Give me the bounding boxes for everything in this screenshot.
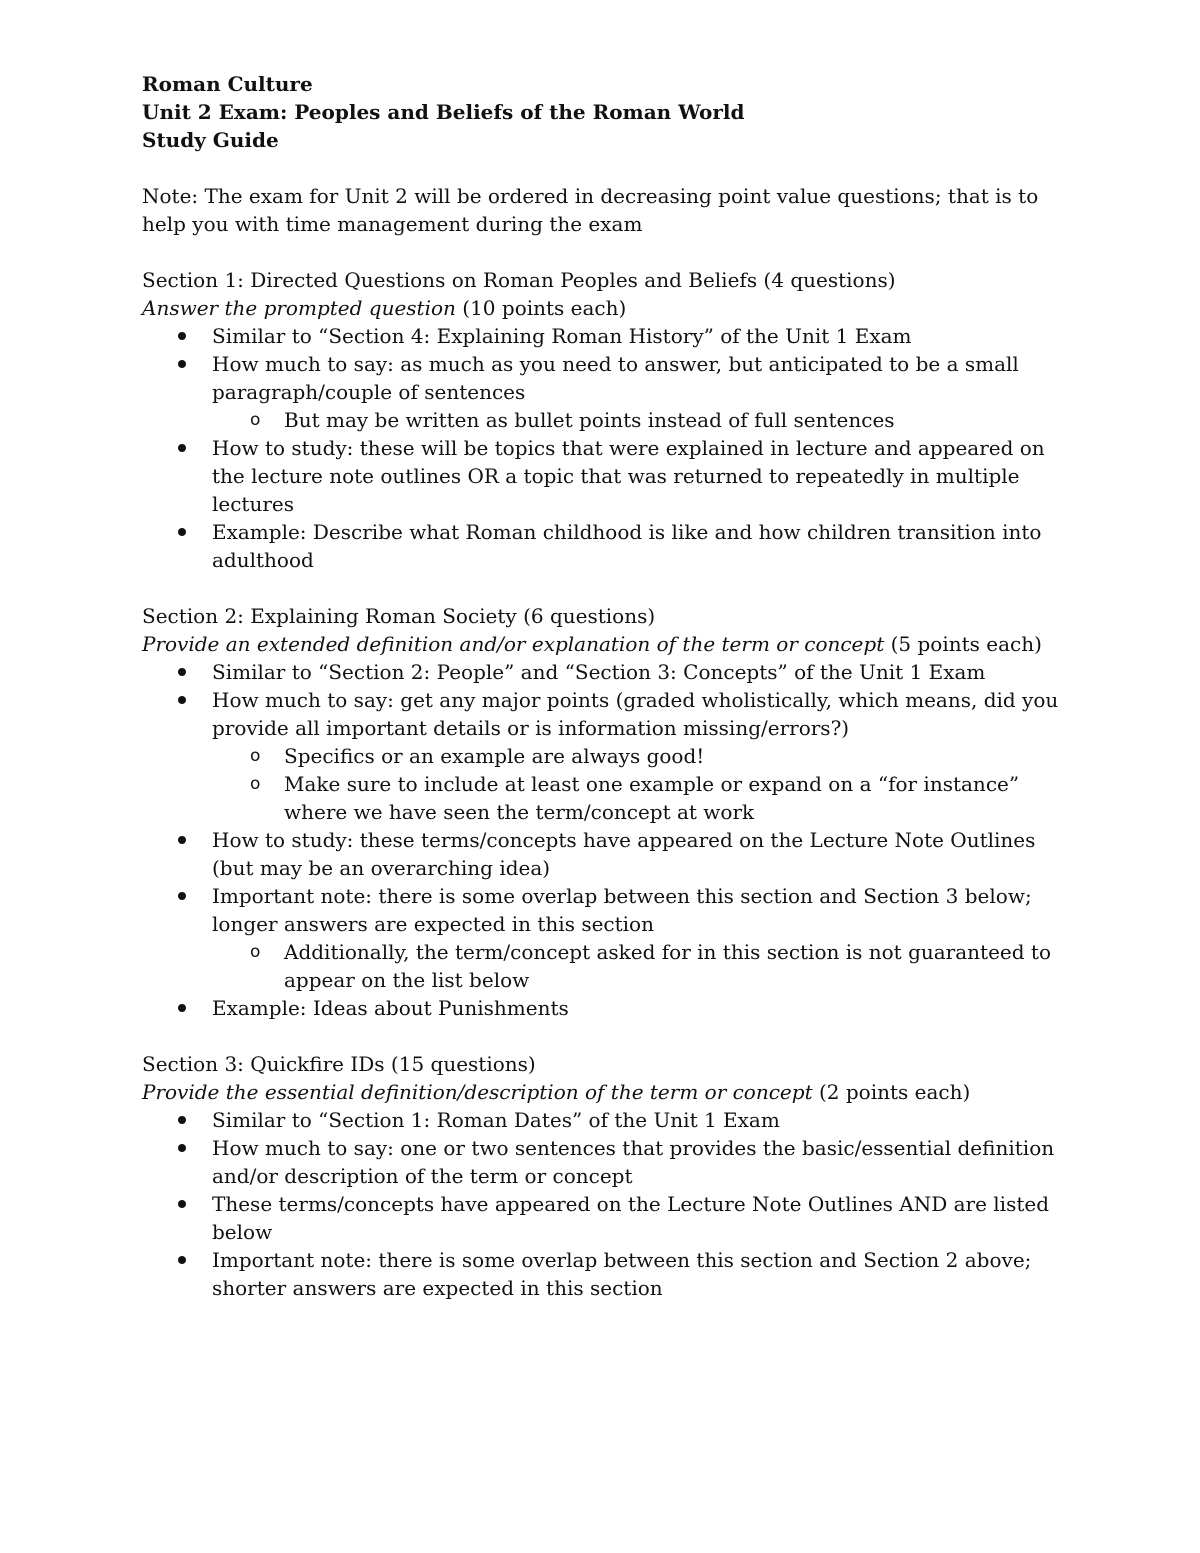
- exam-note: Note: The exam for Unit 2 will be ordered in decreasing point value questions; that is to help you with time management during the exam: [142, 184, 1039, 236]
- sub-bullet-item: o Specifics or an example are always good!: [284, 742, 1072, 770]
- sub-bullet-list: [212, 938, 1072, 994]
- spacer: [142, 154, 1072, 182]
- bullet-item: [212, 1134, 1072, 1190]
- bullet-item: [212, 1190, 1072, 1246]
- section-heading: Section 1: Directed Questions on Roman Peoples and Beliefs (4 questions): [142, 268, 896, 292]
- bullet-item: [212, 434, 1072, 518]
- exam-title: Unit 2 Exam: Peoples and Beliefs of the Roman World: [142, 100, 745, 124]
- section-instruction: [142, 630, 1072, 658]
- bullet-text: Similar to “Section 2: People” and “Section 3: Concepts” of the Unit 1 Exam: [212, 660, 986, 684]
- bullet-item: [212, 322, 1072, 350]
- sub-bullet-item: o But may be written as bullet points instead of full sentences: [284, 406, 1072, 434]
- bullet-text: How much to say: get any major points (graded wholistically, which means, did you provide all important details or is information missing/errors?): [212, 688, 1059, 740]
- section-instruction: [142, 294, 1072, 322]
- instruction-points: (2 points each): [812, 1080, 971, 1104]
- instruction-text: Provide an extended definition and/or explanation of the term or concept: [142, 632, 885, 656]
- sub-bullet-list: [212, 406, 1072, 434]
- bullet-item: [212, 686, 1072, 826]
- bullet-text: How to study: these will be topics that were explained in lecture and appeared on the lecture note outlines OR a topic that was returned to repeatedly in multiple lectures: [212, 436, 1045, 516]
- section-1: [142, 266, 1072, 574]
- bullet-list: [142, 658, 1072, 1022]
- bullet-text: Important note: there is some overlap between this section and Section 2 above; shorter answers are expected in this section: [212, 1248, 1032, 1300]
- bullet-item: [212, 658, 1072, 686]
- spacer: [142, 574, 1072, 602]
- bullet-list: [142, 322, 1072, 574]
- section-heading: Section 3: Quickfire IDs (15 questions): [142, 1052, 536, 1076]
- section-heading: Section 2: Explaining Roman Society (6 questions): [142, 604, 656, 628]
- sub-bullet-item: o Additionally, the term/concept asked for in this section is not guaranteed to appear on the list below: [284, 938, 1072, 994]
- document-page: [142, 70, 1072, 1302]
- section-2: [142, 602, 1072, 1022]
- bullet-item: [212, 350, 1072, 434]
- instruction-points: (5 points each): [884, 632, 1042, 656]
- course-title: Roman Culture: [142, 72, 313, 96]
- bullet-text: Example: Ideas about Punishments: [212, 996, 569, 1020]
- bullet-text: Important note: there is some overlap between this section and Section 3 below; longer answers are expected in this section: [212, 884, 1032, 936]
- bullet-text: How to study: these terms/concepts have appeared on the Lecture Note Outlines (but may be an overarching idea): [212, 828, 1036, 880]
- bullet-text: Example: Describe what Roman childhood is like and how children transition into adulthood: [212, 520, 1042, 572]
- instruction-text: Answer the prompted question: [142, 296, 456, 320]
- instruction-text: Provide the essential definition/description of the term or concept: [142, 1080, 813, 1104]
- sub-bullet-item: o Make sure to include at least one example or expand on a “for instance” where we have seen the term/concept at work: [284, 770, 1072, 826]
- bullet-list: [142, 1106, 1072, 1302]
- instruction-points: (10 points each): [455, 296, 627, 320]
- bullet-item: [212, 1106, 1072, 1134]
- bullet-item: [212, 826, 1072, 882]
- section-3: [142, 1050, 1072, 1302]
- bullet-item: [212, 882, 1072, 994]
- document-type: Study Guide: [142, 128, 279, 152]
- bullet-text: Similar to “Section 4: Explaining Roman History” of the Unit 1 Exam: [212, 324, 912, 348]
- sub-bullet-list: [212, 742, 1072, 826]
- spacer: [142, 238, 1072, 266]
- bullet-text: How much to say: one or two sentences that provides the basic/essential definition and/or description of the term or concept: [212, 1136, 1055, 1188]
- bullet-item: [212, 1246, 1072, 1302]
- bullet-item: [212, 518, 1072, 574]
- bullet-text: How much to say: as much as you need to answer, but anticipated to be a small paragraph/couple of sentences: [212, 352, 1019, 404]
- section-instruction: [142, 1078, 1072, 1106]
- bullet-text: These terms/concepts have appeared on the Lecture Note Outlines AND are listed below: [212, 1192, 1050, 1244]
- bullet-text: Similar to “Section 1: Roman Dates” of the Unit 1 Exam: [212, 1108, 780, 1132]
- spacer: [142, 1022, 1072, 1050]
- bullet-item: [212, 994, 1072, 1022]
